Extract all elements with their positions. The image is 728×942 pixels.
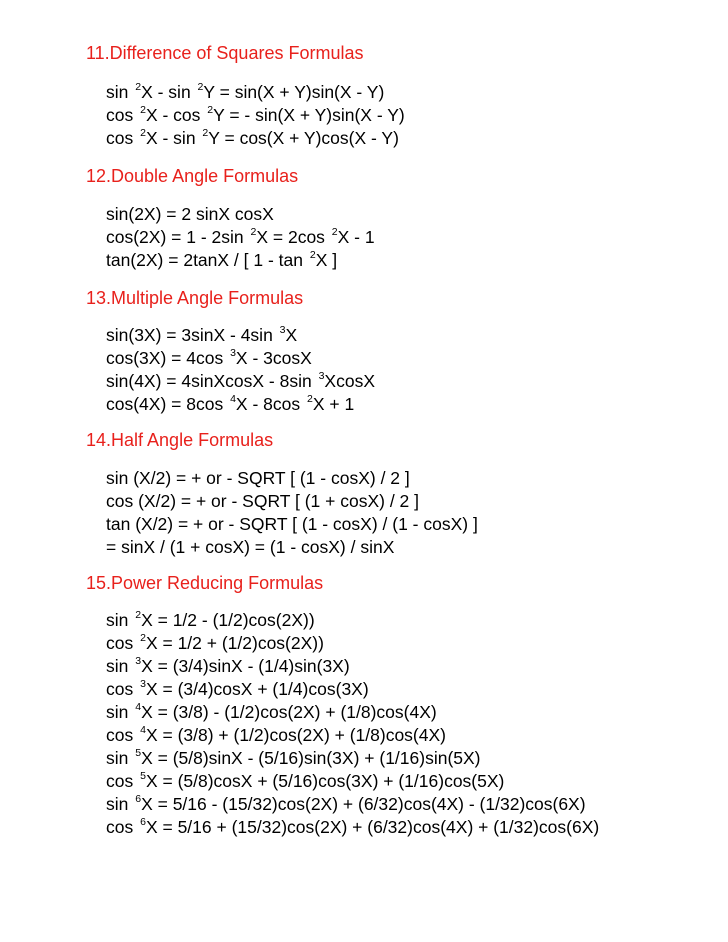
formula-text: X - 1 [337, 227, 375, 247]
section-heading-power-reducing: 15.Power Reducing Formulas [86, 573, 324, 593]
formula-text: Y = sin(X + Y)sin(X - Y) [203, 82, 385, 102]
exponent: 2 [309, 249, 316, 262]
exponent: 3 [135, 655, 142, 668]
formula-text: cos [106, 105, 139, 125]
formula-text: X [285, 325, 298, 345]
exponent: 2 [135, 609, 142, 622]
formula-list-double-angle [106, 203, 375, 272]
formula-line [106, 701, 599, 724]
formula-text: Y = - sin(X + Y)sin(X - Y) [213, 105, 405, 125]
formula-line [106, 370, 375, 393]
formula-text: X = (5/8)sinX - (5/16)sin(3X) + (1/16)sin(5X) [141, 748, 481, 768]
formula-text: cos(4X) = 8cos [106, 394, 229, 414]
formula-text: cos (X/2) = + or - SQRT [ (1 + cosX) / 2 ] [106, 491, 420, 511]
formula-text: X = 5/16 + (15/32)cos(2X) + (6/32)cos(4X) + (1/32)cos(6X) [145, 817, 600, 837]
exponent: 4 [140, 724, 146, 737]
formula-text: sin [106, 748, 134, 768]
exponent: 5 [140, 770, 146, 783]
formula-line [106, 393, 375, 416]
formula-line [106, 104, 405, 127]
formula-text: X = 5/16 - (15/32)cos(2X) + (6/32)cos(4X) - (1/32)cos(6X) [141, 794, 586, 814]
formula-text: sin(2X) = 2 sinX cosX [106, 204, 274, 224]
formula-line [106, 770, 599, 793]
formula-text: sin [106, 702, 134, 722]
formula-line [106, 747, 599, 770]
exponent: 3 [318, 370, 325, 383]
formula-list-half-angle [106, 467, 478, 559]
section-heading-difference-of-squares: 11.Difference of Squares Formulas [86, 43, 364, 63]
formula-text: X + 1 [312, 394, 355, 414]
formula-line [106, 347, 375, 370]
exponent: 2 [207, 104, 214, 117]
formula-text: X = (3/8) + (1/2)cos(2X) + (1/8)cos(4X) [145, 725, 446, 745]
formula-line [106, 655, 599, 678]
formula-text: X - 8cos [235, 394, 305, 414]
formula-text: sin [106, 794, 134, 814]
section-heading-half-angle: 14.Half Angle Formulas [86, 430, 274, 450]
formula-line [106, 467, 478, 490]
formula-text: sin [106, 610, 134, 630]
formula-line [106, 490, 478, 513]
formula-text: X = (3/4)cosX + (1/4)cos(3X) [145, 679, 369, 699]
formula-text: Y = cos(X + Y)cos(X - Y) [208, 128, 399, 148]
formula-text: tan(2X) = 2tanX / [ 1 - tan [106, 250, 308, 270]
formula-line [106, 226, 375, 249]
formula-text: X - sin [145, 128, 201, 148]
exponent: 3 [279, 324, 286, 337]
formula-text: sin(3X) = 3sinX - 4sin [106, 325, 278, 345]
exponent: 3 [140, 678, 146, 691]
formula-text: X = (3/8) - (1/2)cos(2X) + (1/8)cos(4X) [141, 702, 437, 722]
formula-text: sin(4X) = 4sinXcosX - 8sin [106, 371, 317, 391]
formula-line [106, 724, 599, 747]
exponent: 6 [135, 793, 142, 806]
formula-text: cos [106, 679, 139, 699]
exponent: 2 [250, 226, 257, 239]
formula-line [106, 513, 478, 536]
formula-text: sin (X/2) = + or - SQRT [ (1 - cosX) / 2 ] [106, 468, 410, 488]
formula-text: cos [106, 817, 139, 837]
formula-line [106, 609, 599, 632]
formula-text: X = (3/4)sinX - (1/4)sin(3X) [141, 656, 350, 676]
exponent: 2 [135, 81, 142, 94]
formula-line [106, 632, 599, 655]
formula-text: X ] [315, 250, 338, 270]
exponent: 5 [135, 747, 142, 760]
formula-text: sin [106, 82, 134, 102]
formula-text: cos [106, 128, 139, 148]
exponent: 2 [306, 393, 313, 406]
formula-text: X = 1/2 + (1/2)cos(2X)) [145, 633, 324, 653]
formula-list-power-reducing [106, 609, 599, 839]
formula-line [106, 536, 478, 559]
formula-text: tan (X/2) = + or - SQRT [ (1 - cosX) / (1 - cosX) ] [106, 514, 478, 534]
formula-line [106, 203, 375, 226]
exponent: 2 [331, 226, 338, 239]
section-heading-double-angle: 12.Double Angle Formulas [86, 166, 299, 186]
formula-text: X - 3cosX [235, 348, 312, 368]
formula-list-multiple-angle [106, 324, 375, 416]
exponent: 2 [140, 632, 146, 645]
exponent: 4 [230, 393, 236, 406]
exponent: 2 [140, 127, 146, 140]
formula-text: X - cos [145, 105, 206, 125]
formula-line [106, 249, 375, 272]
exponent: 2 [202, 127, 209, 140]
formula-line [106, 816, 599, 839]
formula-text: cos(3X) = 4cos [106, 348, 229, 368]
formula-text: sin [106, 656, 134, 676]
formula-text: X = 2cos [256, 227, 330, 247]
formula-text: XcosX [324, 371, 375, 391]
exponent: 2 [140, 104, 146, 117]
formula-text: X - sin [141, 82, 196, 102]
formula-text: cos(2X) = 1 - 2sin [106, 227, 249, 247]
formula-text: X = 1/2 - (1/2)cos(2X)) [141, 610, 315, 630]
section-heading-multiple-angle: 13.Multiple Angle Formulas [86, 288, 304, 308]
formula-line [106, 678, 599, 701]
formula-line [106, 793, 599, 816]
exponent: 2 [197, 81, 204, 94]
exponent: 4 [135, 701, 142, 714]
formula-line [106, 127, 405, 150]
exponent: 6 [140, 816, 146, 829]
formula-text: = sinX / (1 + cosX) = (1 - cosX) / sinX [106, 537, 395, 557]
formula-text: cos [106, 771, 139, 791]
formula-text: cos [106, 725, 139, 745]
formula-line [106, 324, 375, 347]
formula-text: cos [106, 633, 139, 653]
formula-text: X = (5/8)cosX + (5/16)cos(3X) + (1/16)cos(5X) [145, 771, 505, 791]
formula-line [106, 81, 405, 104]
exponent: 3 [230, 347, 236, 360]
formula-list-difference-of-squares [106, 81, 405, 150]
